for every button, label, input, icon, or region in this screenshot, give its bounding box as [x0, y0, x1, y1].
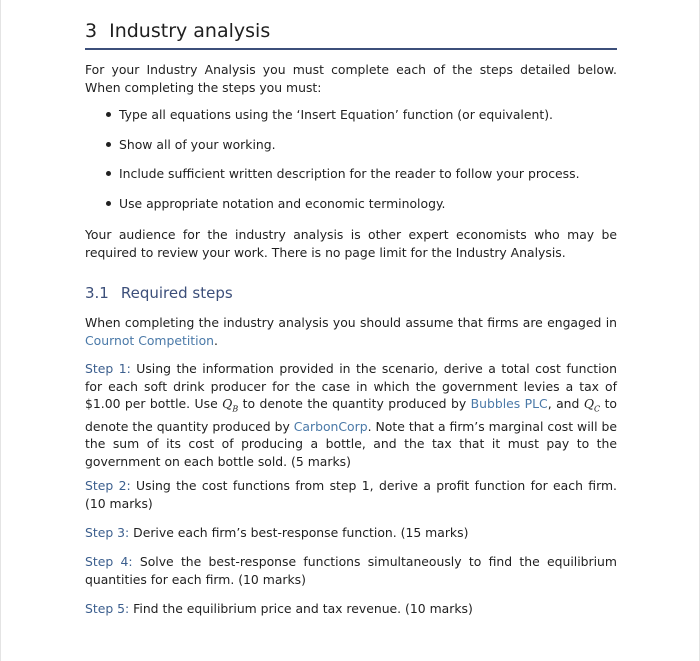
- subsection-title: Required steps: [120, 284, 233, 302]
- list-item: Show all of your working.: [85, 136, 617, 166]
- step-text: to denote the quantity produced by: [85, 396, 618, 434]
- list-item: Type all equations using the ‘Insert Equation’ function (or equivalent).: [85, 106, 617, 136]
- step-text: , and: [547, 396, 584, 411]
- bubbles-plc-link[interactable]: Bubbles PLC: [470, 396, 548, 411]
- step-text: Find the equilibrium price and tax revenue. (10 marks): [129, 601, 473, 616]
- step-5-paragraph: [85, 600, 617, 618]
- step-4-label[interactable]: Step 4:: [85, 554, 133, 569]
- section-title: Industry analysis: [109, 20, 271, 42]
- step-text: Solve the best-response functions simultaneously to find the equilibrium quantities for each firm. (10 marks): [85, 554, 617, 587]
- requirements-list: [85, 106, 617, 224]
- list-item: Include sufficient written description for the reader to follow your process.: [85, 165, 617, 195]
- step-3-paragraph: [85, 524, 617, 542]
- competition-paragraph: [85, 314, 617, 349]
- step-text: Using the cost functions from step 1, derive a profit function for each firm. (10 marks): [85, 478, 617, 511]
- step-text: to denote the quantity produced by: [238, 396, 471, 411]
- step-1-paragraph: [85, 360, 617, 470]
- subsection-number: 3.1: [85, 284, 109, 302]
- step-3-label[interactable]: Step 3:: [85, 525, 130, 540]
- step-1-label[interactable]: Step 1:: [85, 361, 131, 376]
- step-5-label[interactable]: Step 5:: [85, 601, 130, 616]
- step-text: Derive each firm’s best-response function. (15 marks): [129, 525, 469, 540]
- paragraph-text: .: [214, 332, 218, 348]
- list-item: Use appropriate notation and economic terminology.: [85, 195, 617, 225]
- intro-paragraph: For your Industry Analysis you must complete each of the steps detailed below. When completing the steps you must:: [85, 62, 617, 95]
- cournot-competition-link[interactable]: Cournot Competition: [85, 332, 215, 348]
- math-q-c: $Q_C$: [583, 396, 601, 414]
- audience-paragraph: Your audience for the industry analysis is other expert economists who may be required to review your work. There is no page limit for the Industry Analysis.: [85, 227, 617, 260]
- carboncorp-link[interactable]: CarbonCorp: [293, 418, 368, 434]
- step-text: . Note that a firm’s marginal cost will be the sum of its cost of producing a bottle, and the tax that it must pay to the government on each bottle sold. (5 marks): [85, 418, 617, 469]
- math-q-b: $Q_B$: [222, 396, 239, 414]
- paragraph-text: When completing the industry analysis you should assume that firms are engaged in: [85, 315, 617, 330]
- section-heading: [85, 20, 617, 50]
- subsection-heading: [85, 284, 233, 302]
- step-text: Using the information provided in the scenario, derive a total cost function for each soft drink producer for the case in which the government levies a tax of $1.00 per bottle. Use: [85, 361, 617, 411]
- step-2-label[interactable]: Step 2:: [85, 478, 131, 493]
- section-number: 3: [85, 20, 98, 42]
- step-2-paragraph: [85, 477, 617, 512]
- step-4-paragraph: [85, 553, 617, 588]
